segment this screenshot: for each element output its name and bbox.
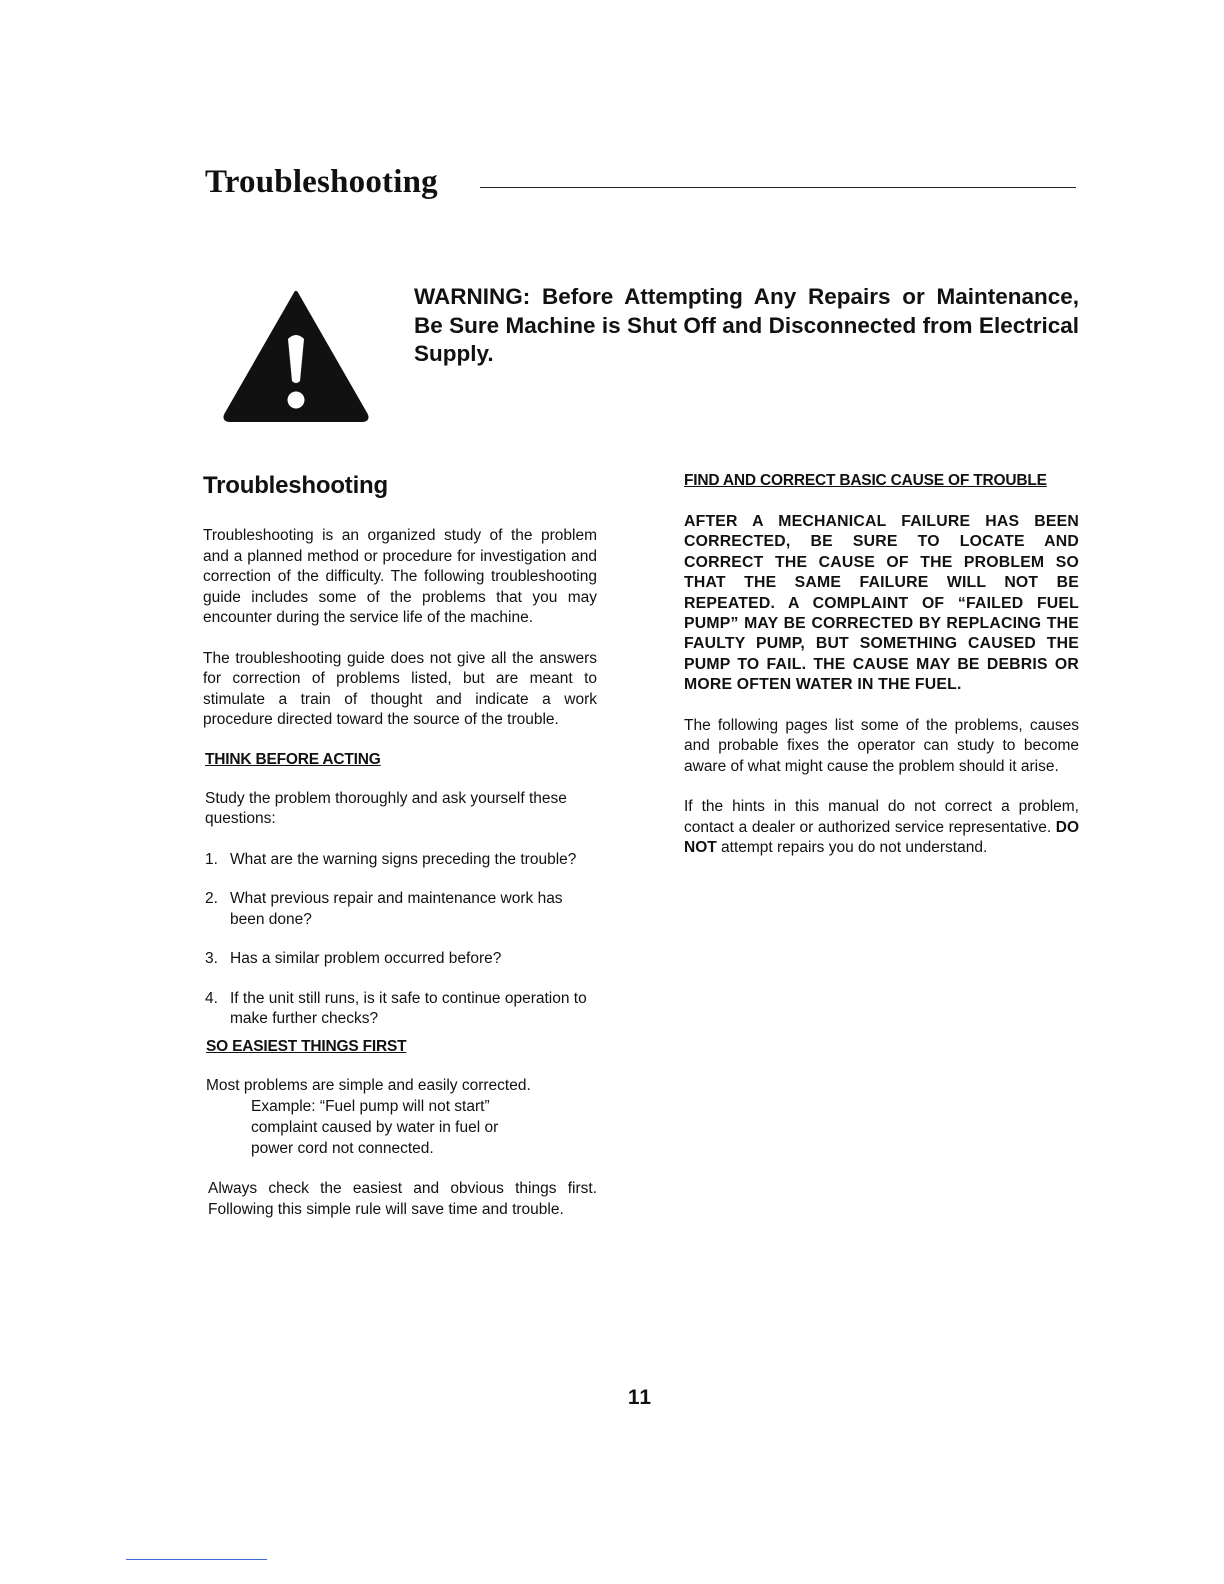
intro-paragraph: Troubleshooting is an organized study of the problem and a planned method or procedure for investigation and correction of the difficulty. The following troubleshooting guide includes some of the problems that you may encounter during the service life of the machine. <box>203 527 597 626</box>
warning-text: WARNING: Before Attempting Any Repairs or Maintenance, Be Sure Machine is Shut Off and Disconnected from Electrical Supply. <box>414 284 1079 366</box>
item-text: If the unit still runs, is it safe to continue operation to make further checks? <box>230 989 587 1027</box>
find-basic-cause-heading: FIND AND CORRECT BASIC CAUSE OF TROUBLE <box>684 472 1047 489</box>
easiest-things-first-heading: SO EASIEST THINGS FIRST <box>206 1037 407 1055</box>
item-text: What are the warning signs preceding the trouble? <box>230 850 577 868</box>
section-heading: Troubleshooting <box>203 472 388 499</box>
think-before-acting-heading: THINK BEFORE ACTING <box>205 750 381 768</box>
item-text: Has a similar problem occurred before? <box>230 950 502 967</box>
list-item <box>203 949 597 970</box>
right-column <box>684 470 1079 859</box>
title-rule <box>480 187 1076 188</box>
page-number: 11 <box>627 1386 653 1409</box>
bottom-rule <box>126 1559 267 1560</box>
caps-paragraph: AFTER A MECHANICAL FAILURE HAS BEEN CORRECTED, BE SURE TO LOCATE AND CORRECT THE CAUSE OF THE PROBLEM SO THAT THE SAME FAILURE WILL NOT BE REPEATED. A COMPLAINT OF “FAILED FUEL PUMP” MAY BE CORRECTED BY REPLACING THE FAULTY PUMP, BUT SOMETHING CAUSED THE PUMP TO FAIL. THE CAUSE MAY BE DEBRIS OR MORE OFTEN WATER IN THE FUEL. <box>684 513 1079 694</box>
think-intro: Study the problem thoroughly and ask yourself these questions: <box>205 789 567 827</box>
easiest-intro: Most problems are simple and easily corrected. <box>206 1076 531 1094</box>
left-column <box>203 470 597 1220</box>
warning-triangle-icon <box>222 287 370 422</box>
example-text: Example: “Fuel pump will not start” complaint caused by water in fuel or power cord not connected. <box>251 1098 499 1157</box>
item-text: What previous repair and maintenance work has been done? <box>230 890 563 928</box>
dealer-text-start: If the hints in this manual do not correct a problem, contact a dealer or authorized service representative. <box>684 798 1079 836</box>
item-number: 3. <box>205 950 218 967</box>
list-item <box>203 889 597 930</box>
do-not-emphasis: DO NOT <box>684 818 1080 857</box>
dealer-text-end: attempt repairs you do not understand. <box>721 839 988 857</box>
problems-paragraph: The following pages list some of the problems, causes and probable fixes the operator can study to become aware of what might cause the problem should it arise. <box>684 716 1079 775</box>
item-number: 2. <box>205 890 218 907</box>
page-title: Troubleshooting <box>205 164 438 200</box>
list-item <box>203 989 597 1030</box>
item-number: 1. <box>205 850 218 868</box>
closing-paragraph: Always check the easiest and obvious things first. Following this simple rule will save time and trouble. <box>208 1180 597 1218</box>
questions-list <box>203 850 597 1030</box>
list-item <box>203 850 597 871</box>
item-number: 4. <box>205 989 218 1007</box>
guide-paragraph: The troubleshooting guide does not give all the answers for correction of problems listed, but are meant to stimulate a train of thought and indicate a work procedure directed toward the source of the trouble. <box>203 649 597 728</box>
dealer-paragraph <box>684 797 1079 859</box>
